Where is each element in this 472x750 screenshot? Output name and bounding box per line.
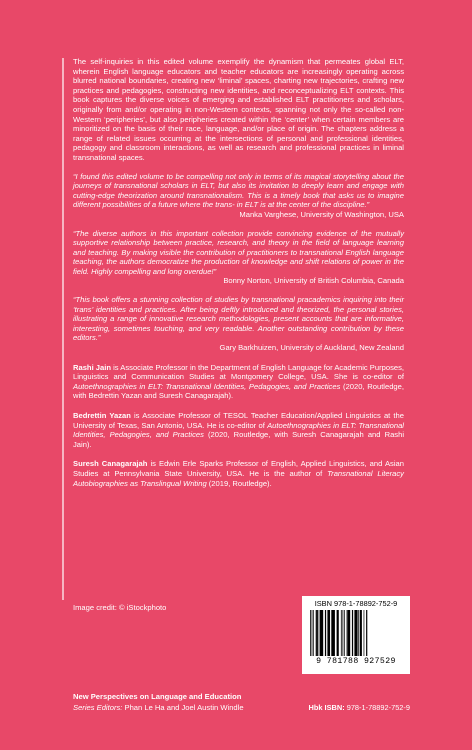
quote-attribution: Bonny Norton, University of British Columbia, Canada — [223, 276, 404, 286]
bio-text: (2020, Routledge, with Suresh Canagarajah and Rashi Jain). — [73, 430, 404, 449]
hardback-isbn — [302, 703, 410, 712]
endorsement-quote — [73, 229, 404, 287]
hardback-isbn-value: 978-1-78892-752-9 — [344, 703, 410, 712]
author-bio — [73, 459, 404, 488]
author-name: Rashi Jain — [73, 362, 111, 372]
barcode-image — [309, 610, 403, 656]
book-title: Autoethnographies in ELT: Transnational Identities, Pedagogies, and Practices — [73, 381, 341, 391]
barcode-isbn: ISBN 978-1-78892-752-9 — [314, 599, 398, 608]
bio-text: (2019, Routledge). — [206, 478, 272, 488]
series-editors-label: Series Editors: — [73, 703, 123, 712]
book-description: The self-inquiries in this edited volume exemplify the dynamism that permeates global ELT, wherein English language educators and teacher educators are increasingly operating across blurred national boundaries, creating new ‘liminal’ spaces, charting new trajectories, crafting new practices and pedagogies, constructing new identities, and reconceptualizing ELT contexts. This book captures the diverse voices of emerging and established ELT practitioners and scholars, originally from and/or operating in non-Western contexts, spanning not only the so-called non-Western ‘peripheries’, but also peripheries created within the ‘center’ when certain members are minoritized on the basis of their race, language, and/or place of origin. The chapters address a range of related issues occurring at the intersections of personal and professional identities, pedagogy and classroom interactions, as well as research and professional practices in liminal transnational spaces. — [73, 57, 404, 162]
author-name: Bedrettin Yazan — [73, 411, 131, 420]
decorative-stripe — [62, 58, 64, 600]
bio-text: is Associate Professor of TESOL Teacher Education/Applied Linguistics at the University of Texas, San Antonio, USA. He is co-editor of — [73, 411, 404, 430]
quote-text: “The diverse authors in this important collection provide convincing evidence of the mutually supportive relationship between practice, research, and theory in the field of language learning and teaching. By making visible the contribution of practitioners to transnational English language teaching, the authors democratize the production of knowledge and shift relations of power in the field. Highly compelling and long overdue!” — [73, 228, 404, 276]
quote-attribution: Gary Barkhuizen, University of Auckland, New Zealand — [219, 343, 404, 353]
back-cover-text — [73, 57, 404, 488]
series-editors-names: Phan Le Ha and Joel Austin Windle — [122, 703, 244, 712]
quote-attribution: Manka Varghese, University of Washington, USA — [239, 209, 404, 219]
barcode-panel — [302, 596, 410, 674]
endorsement-quote — [73, 172, 404, 220]
endorsement-quote — [73, 295, 404, 353]
bio-text: is Edwin Erle Sparks Professor of English, Applied Linguistics, and Asian Studies at Pennsylvania State University, USA. He is the author of — [73, 459, 404, 478]
quote-text: “I found this edited volume to be compelling not only in terms of its magical storytelling about the journeys of transnational scholars in ELT, but also its invitation to deeply learn and engage with cutting-edge theorization around transnationalism. This is a timely book that asks us to imagine different possibilities of a future where the trans- in ELT is at the center of the discipline.” — [73, 171, 404, 210]
author-bio — [73, 363, 404, 401]
bio-text: (2020, Routledge, with Bedrettin Yazan and Suresh Canagarajah). — [73, 381, 404, 401]
series-editors — [73, 703, 244, 712]
barcode-digits: 9 781788 927529 — [316, 657, 396, 666]
quote-text: “This book offers a stunning collection of studies by transnational pracademics inquiring into their ‘trans’ identities and practices. After being deftly introduced and theorized, the personal stories, illustrating a range of innovative research methodologies, present accounts that are informative, interesting, sometimes touching, and very readable. Another outstanding contribution by these editors.” — [73, 295, 404, 343]
series-title: New Perspectives on Language and Education — [73, 692, 242, 701]
author-name: Suresh Canagarajah — [73, 459, 148, 469]
image-credit: Image credit: © iStockphoto — [73, 603, 167, 612]
bio-text: is Associate Professor in the Department of English Language for Academic Purposes, Linguistics and Communication Studies at Montgomery College, USA. She is co-editor of — [73, 362, 404, 382]
hardback-isbn-label: Hbk ISBN: — [308, 703, 345, 712]
book-title: Autoethnographies in ELT: Transnational Identities, Pedagogies, and Practices — [73, 420, 404, 440]
book-title: Transnational Literacy Autobiographies as Translingual Writing — [73, 468, 404, 488]
author-bio — [73, 411, 404, 449]
